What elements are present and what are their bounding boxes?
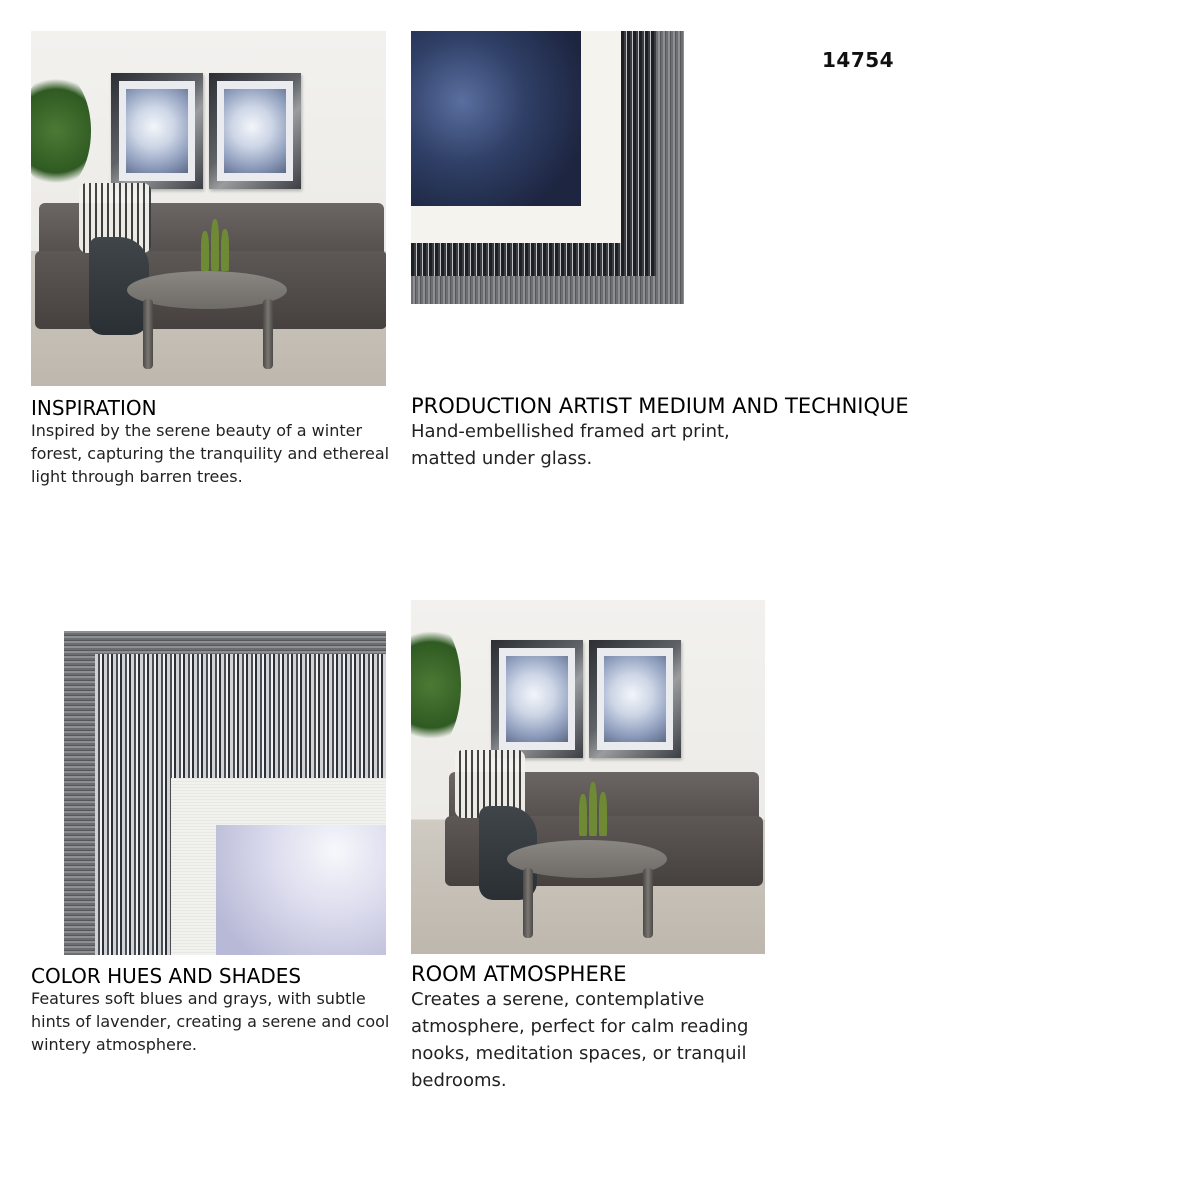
frame-corner-photo xyxy=(411,31,684,304)
room-line: bedrooms. xyxy=(411,1070,507,1091)
inspiration-line: light through barren trees. xyxy=(31,467,243,486)
room-photo-inspiration xyxy=(31,31,386,386)
product-sku: 14754 xyxy=(822,48,895,72)
color-line: wintery atmosphere. xyxy=(31,1035,198,1054)
inspiration-line: Inspired by the serene beauty of a winter xyxy=(31,421,363,440)
room-line: Creates a serene, contemplative xyxy=(411,989,705,1010)
color-heading: COLOR HUES AND SHADES xyxy=(31,964,302,988)
production-heading: PRODUCTION ARTIST MEDIUM AND TECHNIQUE xyxy=(411,394,909,418)
room-description xyxy=(411,986,771,1094)
inspiration-line: forest, capturing the tranquility and ethereal xyxy=(31,444,390,463)
room-heading: ROOM ATMOSPHERE xyxy=(411,962,627,986)
production-line: Hand-embellished framed art print, xyxy=(411,421,730,442)
color-line: hints of lavender, creating a serene and cool xyxy=(31,1012,390,1031)
color-description xyxy=(31,987,391,1056)
room-line: nooks, meditation spaces, or tranquil xyxy=(411,1043,747,1064)
production-line: matted under glass. xyxy=(411,448,593,469)
inspiration-heading: INSPIRATION xyxy=(31,396,157,420)
color-detail-photo xyxy=(31,600,386,955)
color-line: Features soft blues and grays, with subtle xyxy=(31,989,366,1008)
production-description xyxy=(411,418,831,472)
inspiration-description xyxy=(31,419,391,488)
room-line: atmosphere, perfect for calm reading xyxy=(411,1016,749,1037)
room-photo-atmosphere xyxy=(411,600,765,954)
